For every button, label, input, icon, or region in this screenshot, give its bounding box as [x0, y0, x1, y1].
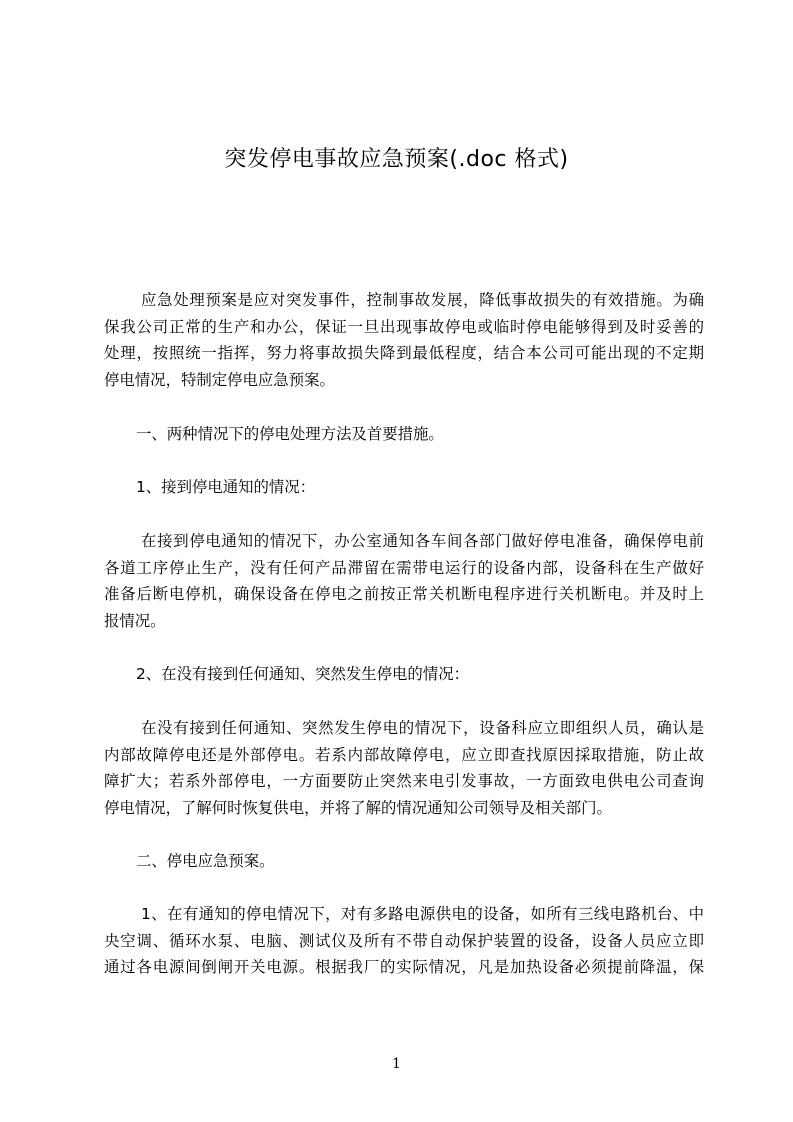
paragraph-line: 央空调、循环水泵、电脑、测试仪及所有不带自动保护装置的设备，设备人员应立即	[104, 931, 704, 950]
paragraph-line: 处理，按照统一指挥，努力将事故损失降到最低程度，结合本公司可能出现的不定期	[104, 344, 704, 362]
subsection-heading: 1、接到停电通知的情况：	[136, 478, 316, 496]
paragraph-line: 在没有接到任何通知、突然发生停电的情况下，设备科应立即组织人员，确认是	[141, 719, 704, 737]
paragraph-line: 障扩大；若系外部停电，一方面要防止突然来电引发事故，一方面致电供电公司查询	[104, 772, 704, 790]
paragraph-line: 通过各电源间倒闸开关电源。根据我厂的实际情况，凡是加热设备必须提前降温，保	[104, 958, 704, 976]
page-number: 1	[392, 1056, 401, 1072]
paragraph-line: 报情况。	[104, 611, 166, 630]
subsection-heading: 2、在没有接到任何通知、突然发生停电的情况：	[136, 665, 469, 683]
paragraph-line: 停电情况，了解何时恢复供电，并将了解的情况通知公司领导及相关部门。	[104, 798, 612, 817]
document-title: 突发停电事故应急预案(.doc 格式)	[224, 147, 569, 172]
paragraph-line: 保我公司正常的生产和办公，保证一旦出现事故停电或临时停电能够得到及时妥善的	[104, 317, 704, 336]
paragraph-line: 停电情况，特制定停电应急预案。	[104, 370, 335, 389]
section-heading: 二、停电应急预案。	[136, 852, 275, 870]
notified-outage-paragraph	[104, 528, 704, 634]
paragraph-line: 准备后断电停机，确保设备在停电之前按正常关机断电程序进行关机断电。并及时上	[104, 585, 704, 603]
paragraph-line: 在接到停电通知的情况下，办公室通知各车间各部门做好停电准备，确保停电前	[141, 532, 704, 550]
sudden-outage-paragraph	[104, 715, 704, 821]
paragraph-line: 1、在有通知的停电情况下，对有多路电源供电的设备，如所有三线电路机台、中	[141, 905, 704, 923]
paragraph-line: 内部故障停电还是外部停电。若系内部故障停电，应立即查找原因採取措施，防止故	[104, 745, 704, 764]
section-heading: 一、两种情况下的停电处理方法及首要措施。	[136, 425, 444, 443]
paragraph-line: 应急处理预案是应对突发事件，控制事故发展，降低事故损失的有效措施。为确	[141, 291, 704, 309]
emergency-plan-item-1	[104, 901, 704, 981]
paragraph-line: 各道工序停止生产，没有任何产品滞留在需带电运行的设备内部，设备科在生产做好	[104, 558, 704, 577]
intro-paragraph	[104, 287, 704, 393]
